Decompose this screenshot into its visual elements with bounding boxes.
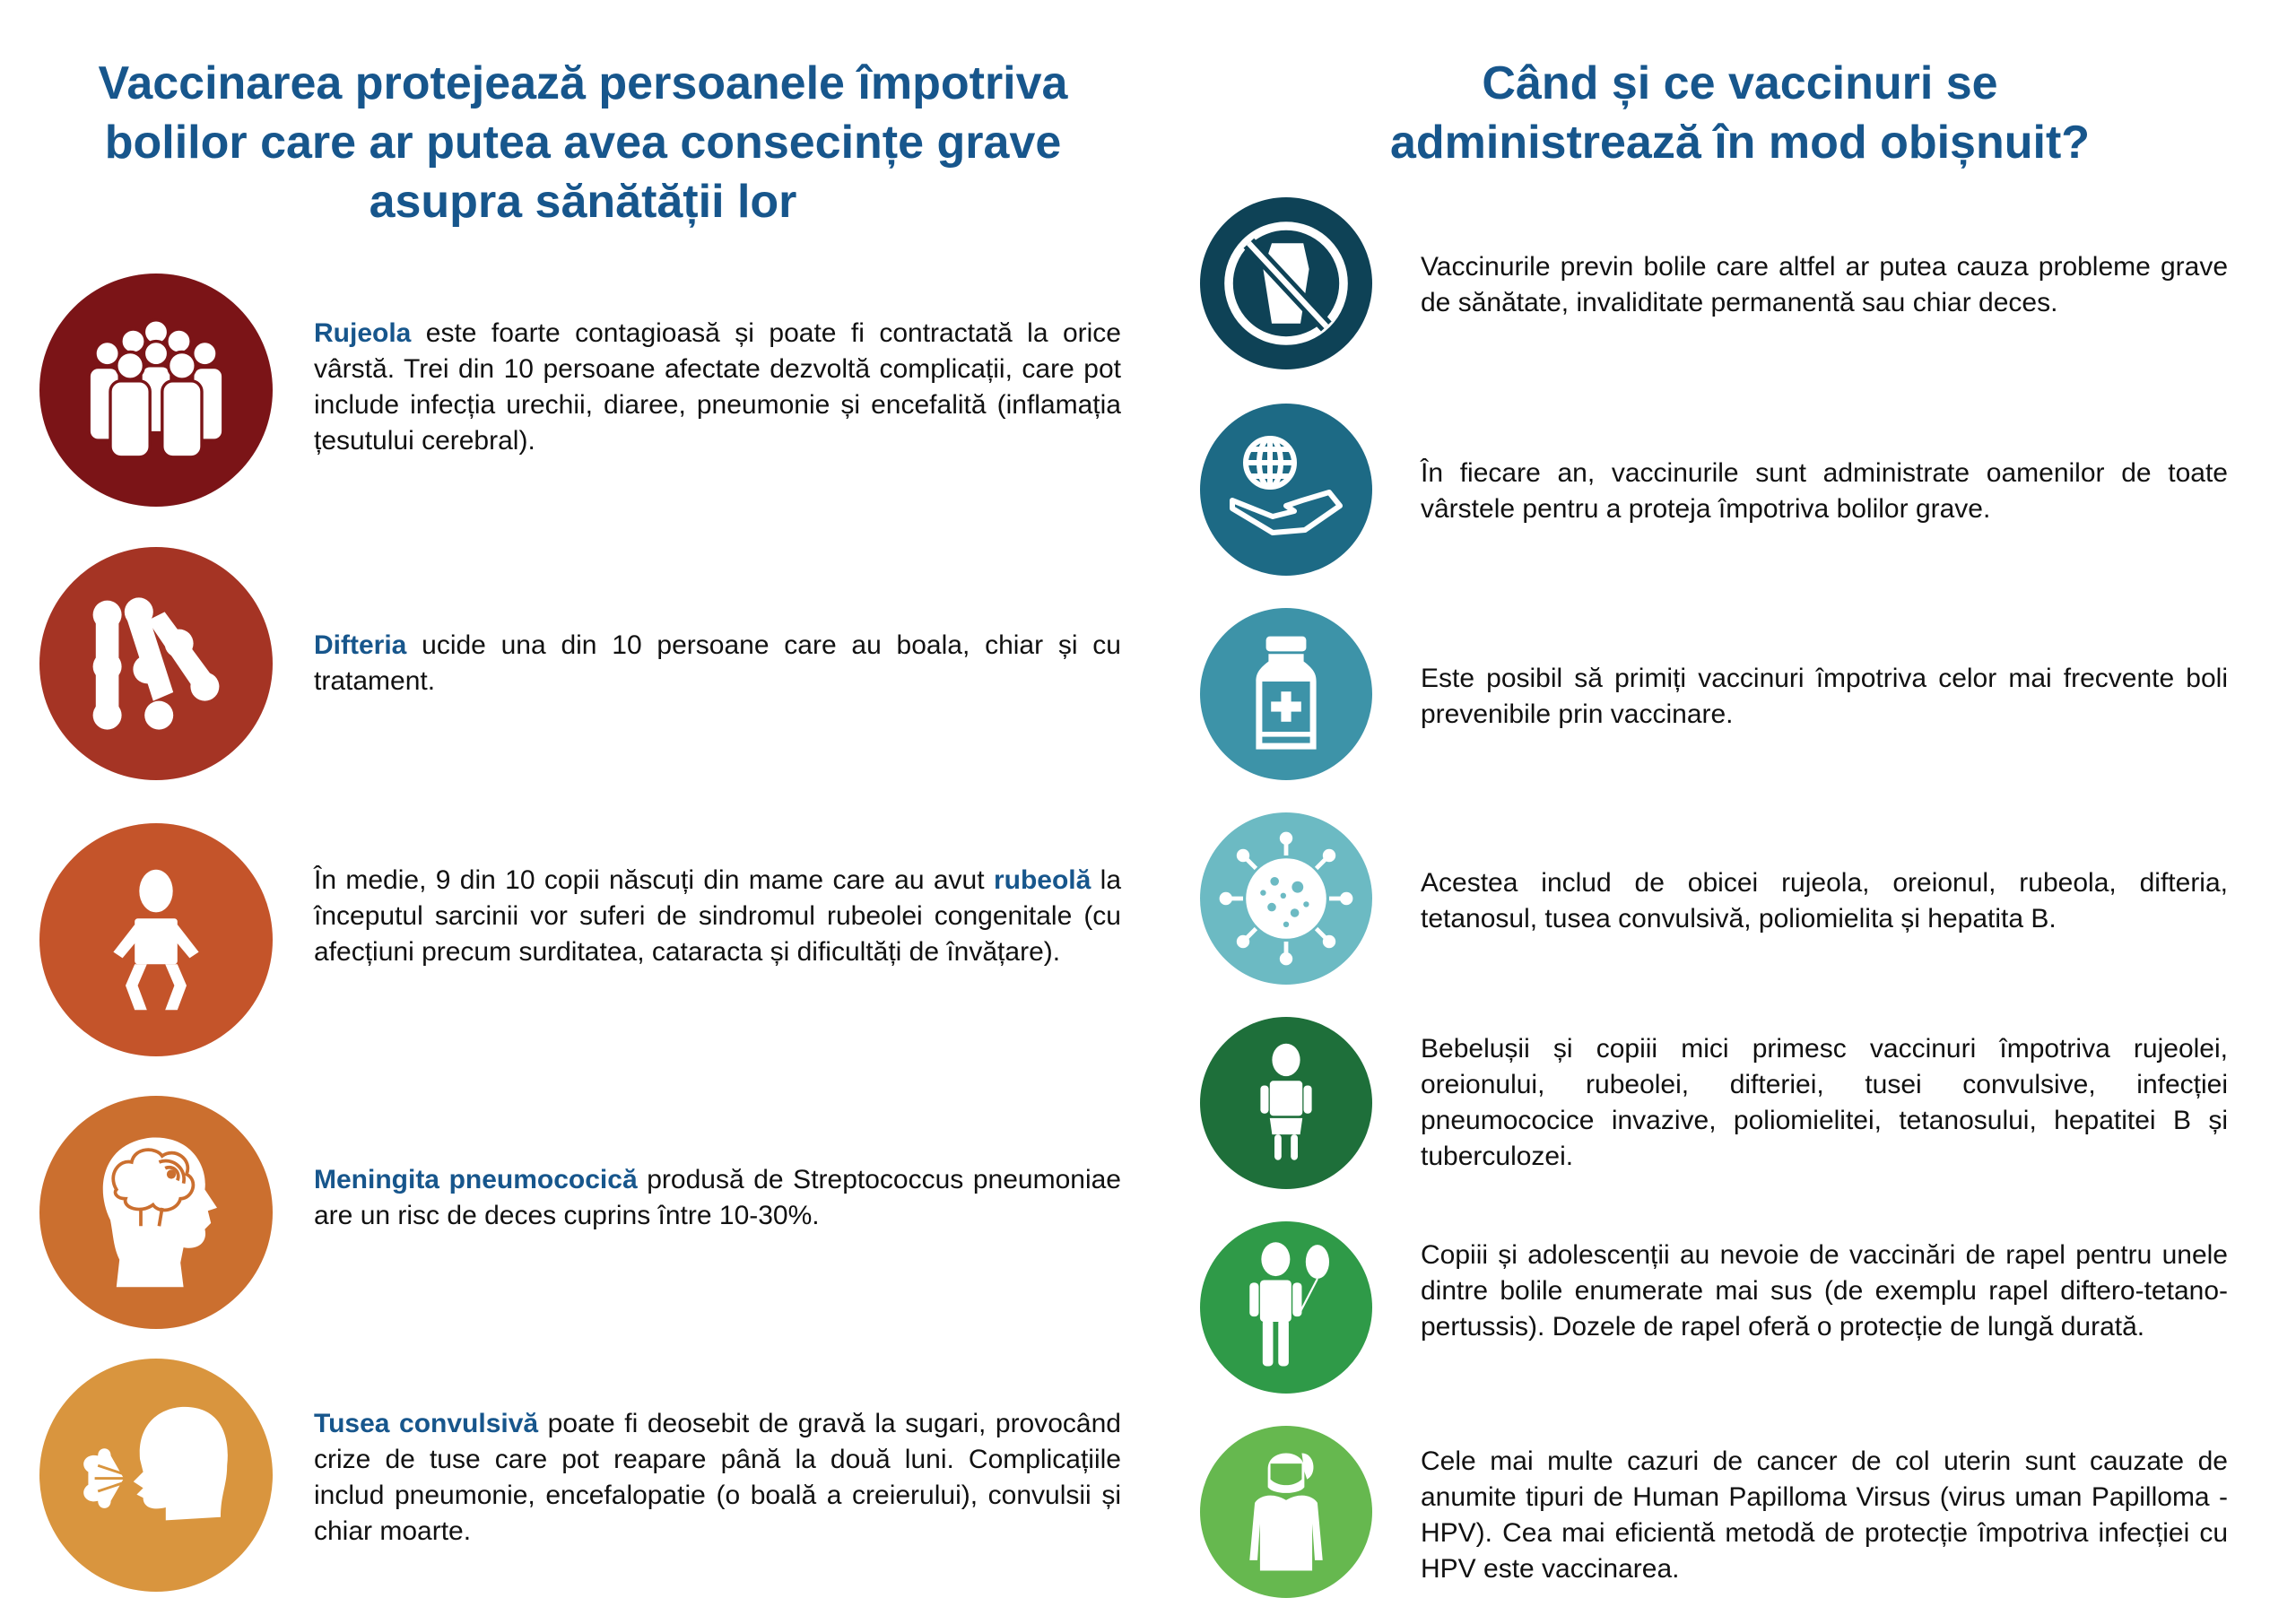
disease-name: Meningita pneumococică (314, 1165, 638, 1194)
bacteria-icon (39, 547, 273, 780)
info-text: În fiecare an, vaccinurile sunt administrate oamenilor de toate vârstele pentru a proteja împotriva bolilor grave. (1421, 458, 2228, 524)
baby-icon (39, 823, 273, 1056)
disease-text (314, 628, 1121, 699)
disease-text (314, 863, 1121, 970)
no-coffin-icon (1200, 197, 1372, 369)
disease-description: ucide una din 10 persoane care au boala, chiar și cu tratament. (314, 630, 1121, 696)
disease-text (314, 316, 1121, 459)
left-section-title: Vaccinarea protejează persoanele împotriva bolilor care ar putea avea consecințe grave asupra sănătății lor (98, 57, 1068, 228)
disease-description: poate fi deosebit de gravă la sugari, provocând crize de tuse care pot reapare până la două luni. Complicațiile includ pneumonie, encefalopatie (o boală a creierului), convulsii și chiar moarte. (314, 1409, 1121, 1546)
disease-name: rubeolă (993, 865, 1091, 895)
disease-name: Rujeola (314, 318, 412, 348)
disease-text (314, 1406, 1121, 1550)
info-text: Bebelușii și copiii mici primesc vaccinuri împotriva rujeolei, oreionului, rubeolei, difteriei, tusei convulsive, infecției pneumococice invazive, poliomielitei, tetanosului, hepatitei B și tuberculozei. (1421, 1034, 2228, 1171)
info-text: Vaccinurile previn bolile care altfel ar putea cauza probleme grave de sănătate, invaliditate permanentă sau chiar deces. (1421, 252, 2228, 317)
toddler-icon (1200, 1017, 1372, 1189)
girl-icon (1200, 1426, 1372, 1598)
info-text: Este posibil să primiți vaccinuri împotriva celor mai frecvente boli prevenibile prin vaccinare. (1421, 664, 2228, 729)
child-balloon-icon (1200, 1221, 1372, 1394)
cough-icon (39, 1359, 273, 1592)
disease-pre: În medie, 9 din 10 copii născuți din mame care au avut (314, 865, 994, 895)
disease-text (314, 1162, 1121, 1234)
disease-name: Tusea convulsivă (314, 1409, 539, 1438)
disease-description: este foarte contagioasă și poate fi contractată la orice vârstă. Trei din 10 persoane afectate dezvoltă complicații, care pot include infecția urechii, diaree, pneumonie și encefalită (inflamația țesutului cerebral). (314, 318, 1121, 456)
disease-description: la începutul sarcinii vor suferi de sindromul rubeolei congenitale (cu afecțiuni precum surditatea, cataracta și dificultăți de învățare). (314, 865, 1121, 967)
virus-icon (1200, 812, 1372, 985)
crowd-icon (39, 274, 273, 507)
disease-description: produsă de Streptococcus pneumoniae are un risc de deces cuprins între 10-30%. (314, 1165, 1121, 1230)
info-text: Copiii și adolescenții au nevoie de vaccinări de rapel pentru unele dintre bolile enumerate mai sus (de exemplu rapel diftero-tetano-pertussis). Dozele de rapel oferă o protecție de lungă durată. (1421, 1240, 2228, 1342)
right-section-title: Când și ce vaccinuri se administrează în mod obișnuit? (1389, 57, 2091, 169)
vaccine-vial-icon (1200, 608, 1372, 780)
brain-head-icon (39, 1096, 273, 1329)
info-text: Acestea includ de obicei rujeola, oreionul, rubeola, difteria, tetanosul, tusea convulsivă, poliomielita și hepatita B. (1421, 868, 2228, 934)
disease-name: Difteria (314, 630, 407, 660)
info-text: Cele mai multe cazuri de cancer de col uterin sunt cauzate de anumite tipuri de Human Papilloma Virsus (virus uman Papilloma - HPV). Cea mai eficientă metodă de protecție împotriva infecției cu HPV este vaccinarea. (1421, 1446, 2228, 1584)
globe-hand-icon (1200, 404, 1372, 576)
